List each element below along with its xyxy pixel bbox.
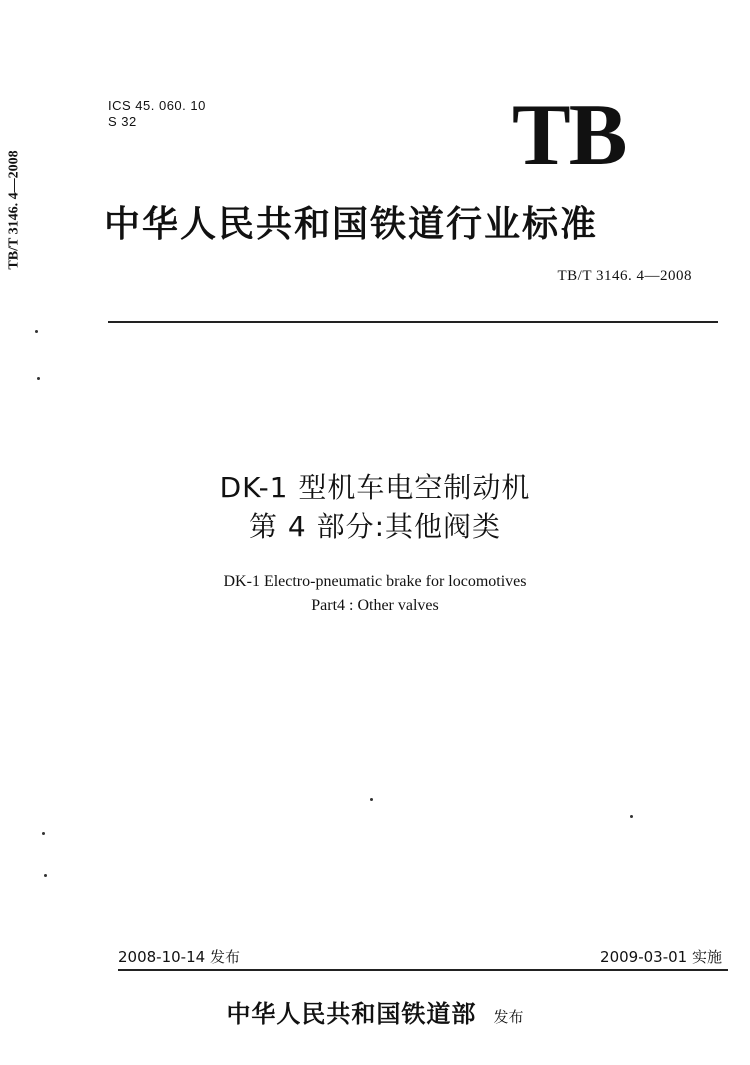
scan-speck [370, 798, 373, 801]
footer-divider [118, 969, 728, 971]
spine-code-text: TB/T 3146. 4—2008 [7, 150, 22, 270]
document-title-en-line2: Part4 : Other valves [311, 597, 439, 614]
publisher-action: 发布 [493, 1008, 524, 1026]
standard-code: TB/T 3146. 4—2008 [557, 268, 692, 284]
ics-code: ICS 45. 060. 10 [108, 98, 206, 113]
document-title-en-line1: DK-1 Electro-pneumatic brake for locomotives [223, 573, 527, 590]
publisher-line [0, 994, 750, 1029]
scan-speck [42, 832, 45, 835]
category-code: S 32 [108, 114, 137, 129]
publisher-name: 中华人民共和国铁道部 [226, 999, 477, 1028]
scan-speck [44, 874, 47, 877]
scan-speck [630, 815, 633, 818]
document-title-cn-line2: 第 4 部分:其他阀类 [248, 510, 502, 543]
implementation-date: 2009-03-01 实施 [600, 948, 722, 966]
spine-code [4, 120, 26, 300]
tb-logo: TB [512, 87, 626, 184]
scan-speck [37, 377, 40, 380]
standard-title: 中华人民共和国铁道行业标准 [104, 203, 599, 245]
header-divider [108, 321, 718, 323]
scan-speck [35, 330, 38, 333]
document-title-cn-line1: DK-1 型机车电空制动机 [219, 471, 531, 504]
issue-date: 2008-10-14 发布 [118, 948, 240, 966]
classification-block [108, 98, 206, 130]
